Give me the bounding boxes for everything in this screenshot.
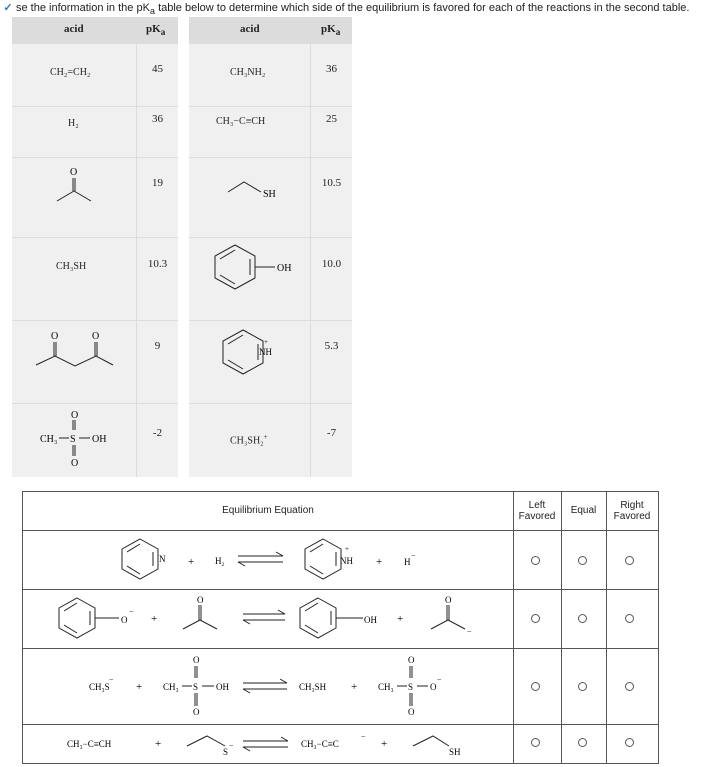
svg-text:O: O xyxy=(408,707,415,717)
right-favored-header: Right Favored xyxy=(613,500,651,522)
svg-text:CH₃−C≡C: CH₃−C≡C xyxy=(301,739,339,749)
table-cell xyxy=(137,321,178,403)
pka-header: $pK_a$ xyxy=(321,23,341,38)
left-favored-header: Left Favored xyxy=(518,500,556,522)
h2-label: H₂ xyxy=(68,118,79,129)
svg-text:−: − xyxy=(129,607,134,616)
equation-row-2 xyxy=(53,592,483,646)
right-favored-radio[interactable] xyxy=(625,556,634,565)
propyne-label: CH₃−C≡CH xyxy=(216,116,266,127)
equal-radio[interactable] xyxy=(578,738,587,747)
divider xyxy=(513,492,514,763)
svg-text:O: O xyxy=(71,458,79,469)
svg-text:+: + xyxy=(351,681,358,693)
svg-text:O: O xyxy=(51,331,59,342)
svg-text:OH: OH xyxy=(92,434,107,445)
svg-text:H: H xyxy=(404,557,411,567)
table-cell xyxy=(311,44,352,106)
ch3nh2-label: CH₃NH₂ xyxy=(230,67,266,78)
svg-text:OH: OH xyxy=(216,682,229,692)
pka-value: 19 xyxy=(152,177,163,189)
svg-text:SH: SH xyxy=(263,189,276,200)
svg-text:O: O xyxy=(430,682,437,692)
svg-text:N: N xyxy=(159,554,166,564)
svg-text:+: + xyxy=(151,613,158,625)
svg-text:−: − xyxy=(229,741,234,750)
acetone-structure xyxy=(52,165,102,207)
svg-text:O: O xyxy=(193,655,200,665)
svg-text:CH₃: CH₃ xyxy=(378,682,394,692)
svg-text:−: − xyxy=(437,675,442,684)
svg-text:+: + xyxy=(264,338,268,346)
ch2ch2-label: CH₂=CH₂ xyxy=(50,67,91,78)
svg-text:CH₃S: CH₃S xyxy=(89,682,110,692)
equation-row-1 xyxy=(118,534,438,586)
table-cell xyxy=(12,238,136,320)
svg-text:CH₃: CH₃ xyxy=(163,682,179,692)
svg-text:SH: SH xyxy=(449,747,461,757)
svg-text:CH₃−C≡CH: CH₃−C≡CH xyxy=(67,739,112,749)
svg-text:OH: OH xyxy=(364,615,377,625)
svg-text:S: S xyxy=(408,682,414,692)
table-cell xyxy=(12,107,136,157)
svg-text:NH: NH xyxy=(340,556,353,566)
svg-text:H₂: H₂ xyxy=(215,556,225,566)
table-cell xyxy=(311,404,352,477)
pka-value: 5.3 xyxy=(324,340,339,352)
svg-text:+: + xyxy=(188,556,195,568)
svg-text:O: O xyxy=(445,595,452,605)
checkmark-icon: ✓ xyxy=(3,2,13,14)
svg-text:CH₃: CH₃ xyxy=(40,434,58,445)
pka-value: 25 xyxy=(326,113,337,125)
table-cell xyxy=(137,404,178,477)
svg-text:O: O xyxy=(70,167,78,178)
svg-text:+: + xyxy=(345,545,349,553)
pka-value: 36 xyxy=(326,63,337,75)
equation-header: Equilibrium Equation xyxy=(222,505,314,516)
equilibrium-table xyxy=(22,491,659,764)
right-favored-radio[interactable] xyxy=(625,682,634,691)
svg-text:OH: OH xyxy=(277,263,292,274)
divider xyxy=(23,724,658,725)
equal-radio[interactable] xyxy=(578,682,587,691)
phenol-structure xyxy=(209,242,299,292)
pentanedione-structure xyxy=(34,329,118,371)
pka-value: 45 xyxy=(152,63,163,75)
instruction-suffix: table below to determine which side of the equilibrium is favored for each of the reactions in the second table. xyxy=(155,2,690,14)
divider xyxy=(23,589,658,590)
pka-header: $pK_a$ xyxy=(146,23,166,38)
pka-value: 36 xyxy=(152,113,163,125)
svg-text:−: − xyxy=(109,675,114,684)
svg-text:S: S xyxy=(70,434,76,445)
ch3so3h-structure xyxy=(38,407,118,473)
equal-radio[interactable] xyxy=(578,556,587,565)
table-cell xyxy=(137,158,178,237)
pka-value: -2 xyxy=(152,427,163,439)
svg-text:+: + xyxy=(397,613,404,625)
svg-text:S: S xyxy=(193,682,199,692)
instruction-prefix: se the information in the pK xyxy=(16,2,150,14)
svg-text:O: O xyxy=(121,615,128,625)
svg-text:CH₃SH: CH₃SH xyxy=(299,682,327,692)
table-cell xyxy=(189,107,310,157)
equal-header: Equal xyxy=(570,505,597,516)
divider xyxy=(561,492,562,763)
left-favored-radio[interactable] xyxy=(531,738,540,747)
svg-text:+: + xyxy=(376,556,383,568)
instruction-sub: a xyxy=(149,6,156,16)
svg-text:+: + xyxy=(136,681,143,693)
divider xyxy=(606,492,607,763)
pka-table-left xyxy=(12,17,178,477)
ch3sh-label: CH₃SH xyxy=(56,261,87,272)
divider xyxy=(23,648,658,649)
pyridinium-structure xyxy=(221,327,291,377)
equal-radio[interactable] xyxy=(578,614,587,623)
left-favored-radio[interactable] xyxy=(531,556,540,565)
equation-row-4 xyxy=(63,728,483,760)
right-favored-radio[interactable] xyxy=(625,738,634,747)
ch3sh2-label: CH₃SH₂+ xyxy=(230,433,268,447)
table-cell xyxy=(311,238,352,320)
pka-table-right xyxy=(189,17,352,477)
table-cell xyxy=(311,321,352,403)
pka-value: 10.5 xyxy=(321,177,342,189)
svg-text:−: − xyxy=(411,551,416,560)
pka-table-left-header xyxy=(12,17,178,43)
svg-text:O: O xyxy=(193,707,200,717)
pka-value: 10.3 xyxy=(147,258,168,270)
acid-header: acid xyxy=(240,23,260,35)
pka-value: 9 xyxy=(154,340,161,352)
svg-text:NH: NH xyxy=(259,347,272,357)
left-favored-radio[interactable] xyxy=(531,682,540,691)
equation-row-3 xyxy=(85,652,465,722)
svg-text:O: O xyxy=(197,595,204,605)
instruction-text xyxy=(0,0,717,16)
table-cell xyxy=(311,158,352,237)
right-favored-radio[interactable] xyxy=(625,614,634,623)
ethanethiol-structure xyxy=(225,175,285,201)
table-cell xyxy=(137,44,178,106)
pka-value: -7 xyxy=(326,427,337,439)
svg-text:−: − xyxy=(361,732,366,741)
svg-text:+: + xyxy=(381,738,388,750)
svg-text:O: O xyxy=(408,655,415,665)
pka-table-right-header xyxy=(189,17,352,43)
pka-value: 10.0 xyxy=(321,258,342,270)
svg-text:S: S xyxy=(223,747,229,757)
table-cell xyxy=(137,238,178,320)
svg-text:O: O xyxy=(92,331,100,342)
left-favored-radio[interactable] xyxy=(531,614,540,623)
divider xyxy=(23,530,658,531)
svg-text:+: + xyxy=(155,738,162,750)
svg-text:−: − xyxy=(467,627,472,636)
svg-text:O: O xyxy=(71,410,79,421)
acid-header: acid xyxy=(64,23,84,35)
